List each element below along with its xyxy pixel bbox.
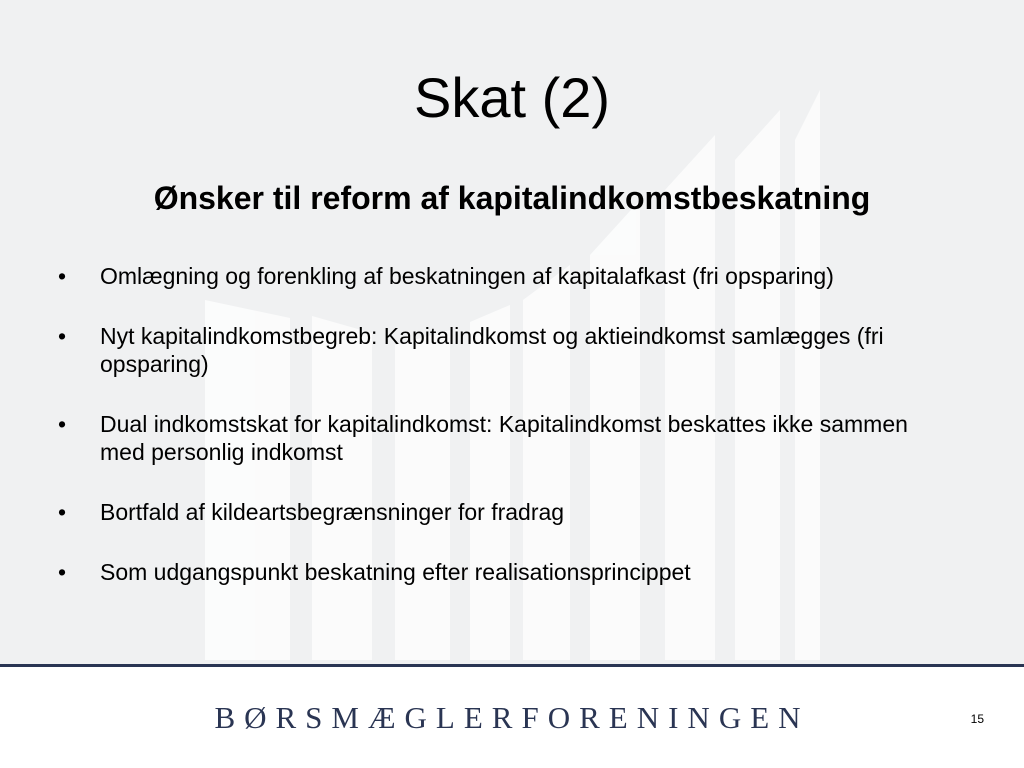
bullet-list [58,262,938,618]
bullet-item [58,558,938,586]
bullet-text: Bortfald af kildeartsbegrænsninger for fradrag [100,499,565,525]
bullet-text: Dual indkomstskat for kapitalindkomst: Kapitalindkomst beskattes ikke sammen med personlig indkomst [100,411,908,465]
bullet-text: Som udgangspunkt beskatning efter realisationsprincippet [100,559,691,585]
bullet-item [58,498,938,526]
bullet-item [58,262,938,290]
footer-divider [0,664,1024,667]
organization-logo: BØRSMÆGLERFORENINGEN [214,700,810,735]
bullet-text: Nyt kapitalindkomstbegreb: Kapitalindkomst og aktieindkomst samlægges (fri opsparing) [100,323,884,377]
slide-subtitle: Ønsker til reform af kapitalindkomstbeskatning [153,180,871,216]
bullet-marker: • [58,559,67,585]
slide-title: Skat (2) [413,66,611,129]
bullet-marker: • [58,263,67,289]
bullet-marker: • [58,323,67,349]
bullet-marker: • [58,499,67,525]
bullet-text: Omlægning og forenkling af beskatningen af kapitalafkast (fri opsparing) [100,263,834,289]
page-number: 15 [970,712,984,726]
bullet-item [58,322,938,378]
bullet-item [58,410,938,466]
bullet-marker: • [58,411,67,437]
